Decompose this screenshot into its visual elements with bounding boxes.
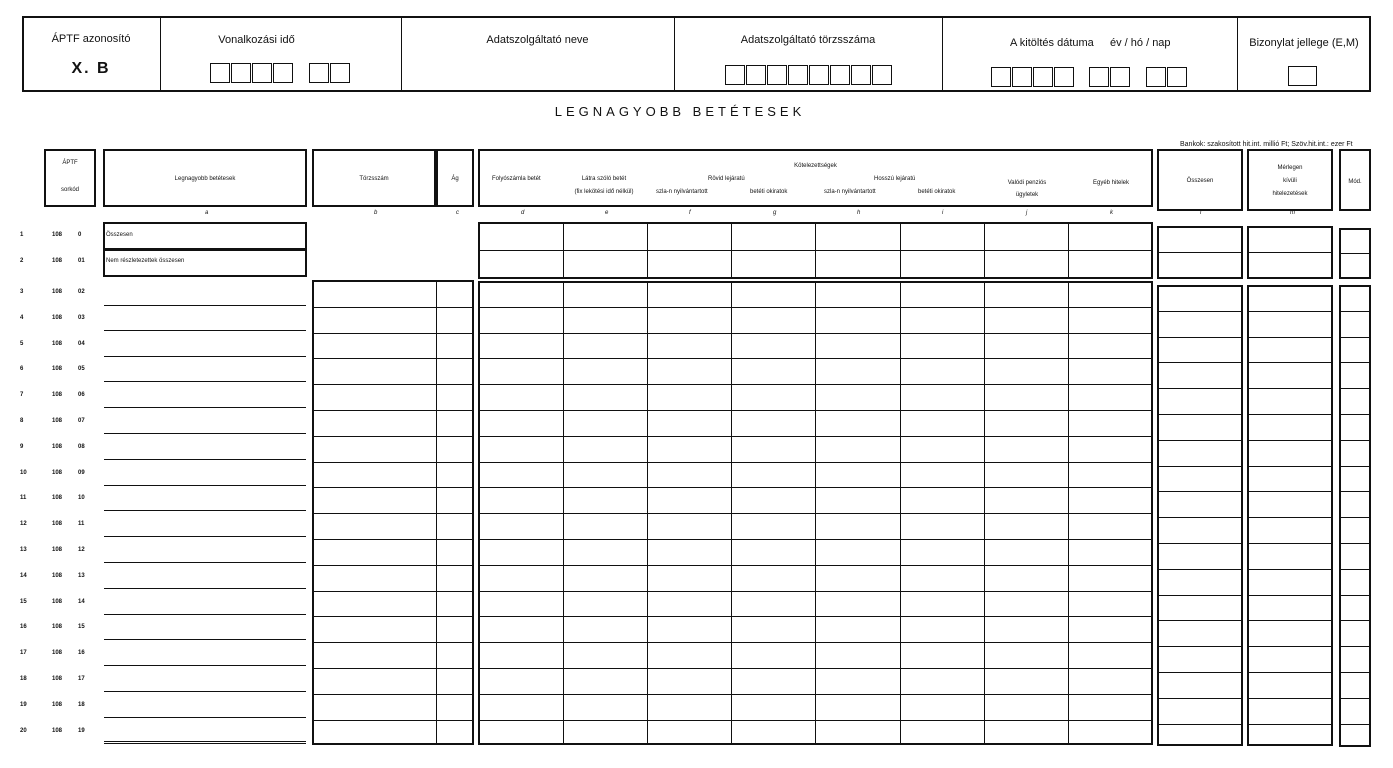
row-subcode: 12 [78, 547, 85, 553]
row-line [1339, 466, 1371, 467]
row-line [478, 384, 1153, 385]
row-underline [104, 485, 306, 486]
row-label: Nem részletezettek összesen [106, 258, 185, 264]
row-line [312, 565, 474, 566]
row-line [1157, 569, 1243, 570]
rovid-label-2: szla-n nyilvántartott [656, 189, 708, 195]
row-code: 108 [52, 418, 63, 424]
row-line [1157, 388, 1243, 389]
row-line [478, 616, 1153, 617]
row-line [312, 307, 474, 308]
row-code: 108 [52, 547, 63, 553]
legnagyobb-col-label: Legnagyobb betétesek [174, 176, 236, 182]
row-line [1157, 311, 1243, 312]
row-line [1157, 620, 1243, 621]
row-line [312, 668, 474, 669]
row-subcode: 10 [78, 495, 85, 502]
row-underline [104, 330, 306, 331]
row-line [1157, 337, 1243, 338]
row-line [478, 720, 1153, 721]
row-code: 108 [52, 650, 63, 657]
row-line [1339, 569, 1371, 570]
row-code: 108 [52, 521, 63, 528]
row-line [312, 642, 474, 643]
row-subcode: 14 [78, 598, 85, 605]
row-underline [104, 433, 306, 434]
row-line [1247, 440, 1333, 441]
row-line [478, 307, 1153, 308]
row-number: 7 [20, 392, 24, 399]
row-subcode: 04 [78, 340, 85, 347]
row-number: 12 [20, 521, 27, 528]
row-line [312, 513, 474, 514]
row-line [1247, 311, 1333, 312]
row-line [312, 333, 474, 334]
row-line [312, 358, 474, 359]
header-divider [401, 16, 402, 92]
units-note: Bankok: szakosított hit.int. millió Ft; Szöv.hit.int.: ezer Ft [1180, 141, 1353, 148]
row-line [1247, 252, 1333, 253]
egyeb-label: Egyéb hitelek [1092, 180, 1130, 186]
row-line [1157, 672, 1243, 673]
valodi-label-1: Valódi penziós [1007, 180, 1047, 186]
merleg-detail-block [1247, 285, 1333, 746]
row-line [1247, 569, 1333, 570]
row-line [1339, 672, 1371, 673]
row-line [478, 668, 1153, 669]
kitoltes-label: A kitöltés dátuma [1010, 37, 1094, 49]
row-line [1339, 440, 1371, 441]
row-subcode: 15 [78, 624, 85, 631]
ev-ho-nap-label: év / hó / nap [1110, 37, 1171, 49]
row-line [1339, 724, 1371, 725]
row-line [1247, 362, 1333, 363]
rovid-label-3: betéti okiratok [750, 189, 788, 195]
row-line [1339, 337, 1371, 338]
row-code: 108 [52, 572, 63, 579]
row-line [1247, 620, 1333, 621]
row-number: 1 [20, 232, 24, 238]
aptf-value: X. B [71, 60, 111, 77]
row-line [478, 410, 1153, 411]
mod-col-label: Mód. [1348, 179, 1362, 185]
row-line [1339, 595, 1371, 596]
row-line [1339, 543, 1371, 544]
row-code: 108 [52, 340, 63, 347]
row-line [1247, 543, 1333, 544]
vonal-date-box[interactable] [210, 63, 230, 83]
column-letter: a [205, 210, 209, 216]
column-letter: d [521, 210, 525, 216]
row-line [312, 591, 474, 592]
row-line [1247, 388, 1333, 389]
torzsszam-label: Adatszolgáltató törzsszáma [740, 34, 876, 46]
row-underline [104, 588, 306, 589]
row-line [1339, 253, 1371, 254]
row-line [478, 462, 1153, 463]
mod-detail-block [1339, 285, 1371, 747]
hosszu-label-1: Hosszú lejáratú [874, 176, 916, 182]
column-letter: m [1290, 210, 1295, 216]
torzsszam-digit-box[interactable] [851, 65, 871, 85]
row-underline [104, 743, 306, 744]
row-line [1247, 491, 1333, 492]
column-letter: l [1200, 210, 1202, 216]
row-subcode: 19 [78, 727, 85, 734]
row-underline [104, 741, 306, 742]
row-number: 16 [20, 624, 27, 631]
bizonylat-label: Bizonylat jellege (E,M) [1249, 37, 1359, 49]
row-line [312, 384, 474, 385]
ag-col-label: Ág [451, 176, 459, 182]
column-letter: j [1026, 210, 1028, 216]
row-line [1247, 414, 1333, 415]
valodi-label-2: ügyletek [1015, 192, 1039, 198]
row-subcode: 05 [78, 366, 85, 373]
aptf-col-header [44, 149, 96, 207]
row-number: 13 [20, 547, 27, 553]
row-line [478, 591, 1153, 592]
kotelezettsegek-label: Kötelezettségek [794, 163, 837, 169]
row-line [1157, 491, 1243, 492]
row-line [312, 436, 474, 437]
row-line [1339, 311, 1371, 312]
row-number: 4 [20, 314, 24, 321]
row-code: 108 [52, 598, 63, 605]
row-underline [104, 614, 306, 615]
row-code: 108 [52, 258, 63, 264]
column-letter: c [456, 210, 459, 216]
row-line [1339, 517, 1371, 518]
vonal-date-box[interactable] [273, 63, 293, 83]
row-underline [104, 305, 306, 306]
aptf-col-top: ÁPTF [62, 160, 78, 166]
row-line [1339, 698, 1371, 699]
row-code: 108 [52, 289, 63, 295]
row-line [1157, 646, 1243, 647]
torzsszam-digit-box[interactable] [767, 65, 787, 85]
kitoltes-date-box[interactable] [1033, 67, 1053, 87]
aptf-label: ÁPTF azonosító [51, 33, 131, 45]
row-line [1247, 466, 1333, 467]
row-line [478, 565, 1153, 566]
kitoltes-date-box[interactable] [1054, 67, 1074, 87]
row-code: 108 [52, 727, 63, 734]
vonal-date-box[interactable] [309, 63, 329, 83]
row-line [1339, 388, 1371, 389]
row-underline [104, 459, 306, 460]
row-line [312, 720, 474, 721]
row-code: 108 [52, 232, 63, 238]
torzsszam-digit-box[interactable] [725, 65, 745, 85]
row-number: 5 [20, 340, 24, 347]
row-code: 108 [52, 676, 63, 682]
torzsszam-digit-box[interactable] [788, 65, 808, 85]
row-underline [104, 717, 306, 718]
row-code: 108 [52, 495, 63, 502]
row-line [1157, 595, 1243, 596]
row-line [1247, 337, 1333, 338]
folyoszamla-label: Folyószámla betét [492, 176, 541, 182]
row-subcode: 02 [78, 289, 85, 295]
row-code: 108 [52, 392, 63, 399]
row-number: 18 [20, 676, 27, 682]
column-letter: f [689, 210, 691, 216]
row-line [312, 694, 474, 695]
column-letter: i [942, 210, 944, 216]
kitoltes-date-box[interactable] [1146, 67, 1166, 87]
row-underline [104, 510, 306, 511]
row-number: 10 [20, 469, 27, 476]
row-number: 19 [20, 701, 27, 708]
row-line [1157, 466, 1243, 467]
column-letter: b [374, 210, 378, 216]
row-line [312, 616, 474, 617]
row-line [1157, 724, 1243, 725]
row-line [1339, 491, 1371, 492]
column-letter: e [605, 210, 609, 216]
row-line [478, 539, 1153, 540]
row-line [312, 410, 474, 411]
row-underline [104, 536, 306, 537]
row-line [478, 250, 1153, 251]
osszesen-label-box [103, 222, 307, 250]
row-subcode: 11 [78, 521, 85, 528]
row-line [478, 333, 1153, 334]
row-code: 108 [52, 314, 63, 321]
column-letter: g [773, 210, 777, 216]
adatszolg-nev-label: Adatszolgáltató neve [486, 34, 589, 46]
row-subcode: 09 [78, 469, 85, 476]
page-title: LEGNAGYOBB BETÉTESEK [554, 104, 806, 119]
row-line [312, 487, 474, 488]
merleg-label-3: hitelezetések [1272, 191, 1308, 197]
row-number: 17 [20, 650, 27, 657]
row-line [1157, 362, 1243, 363]
row-line [478, 694, 1153, 695]
row-number: 9 [20, 443, 24, 450]
row-code: 108 [52, 443, 63, 450]
kitoltes-date-box[interactable] [1012, 67, 1032, 87]
row-line [478, 513, 1153, 514]
vonal-date-box[interactable] [330, 63, 350, 83]
header-divider [674, 16, 675, 92]
osszesen-col-label: Összesen [1186, 178, 1214, 184]
vonal-label: Vonalkozási idő [218, 34, 295, 46]
row-subcode: 07 [78, 418, 85, 424]
row-line [1157, 517, 1243, 518]
row-underline [104, 691, 306, 692]
row-subcode: 06 [78, 392, 85, 399]
row-line [1247, 595, 1333, 596]
header-divider [160, 16, 161, 92]
header-divider [1237, 16, 1238, 92]
row-subcode: 08 [78, 443, 85, 450]
row-line [1247, 672, 1333, 673]
kitoltes-date-box[interactable] [1110, 67, 1130, 87]
kitoltes-date-box[interactable] [1089, 67, 1109, 87]
row-subcode: 18 [78, 701, 85, 708]
row-line [478, 436, 1153, 437]
row-subcode: 16 [78, 650, 85, 657]
merleg-label-2: kívüli [1283, 178, 1297, 184]
osszesen-detail-block [1157, 285, 1243, 746]
row-line [1339, 620, 1371, 621]
row-line [1157, 414, 1243, 415]
torzsszam-digit-box[interactable] [830, 65, 850, 85]
torzsszam-digit-box[interactable] [809, 65, 829, 85]
row-code: 108 [52, 469, 63, 476]
row-line [312, 539, 474, 540]
row-line [1339, 414, 1371, 415]
column-letter: k [1110, 210, 1113, 216]
row-subcode: 0 [78, 232, 82, 238]
row-underline [104, 381, 306, 382]
row-line [478, 642, 1153, 643]
row-number: 3 [20, 289, 24, 295]
row-line [478, 487, 1153, 488]
row-number: 6 [20, 366, 24, 373]
latra-label-2: (fix lekötési idő nélkül) [574, 189, 634, 195]
vonal-date-box[interactable] [231, 63, 251, 83]
row-line [1247, 698, 1333, 699]
row-line [1157, 698, 1243, 699]
row-underline [104, 665, 306, 666]
latra-label-1: Látra szóló betét [581, 176, 627, 182]
row-underline [104, 407, 306, 408]
row-code: 108 [52, 366, 63, 373]
row-number: 11 [20, 495, 27, 502]
row-number: 8 [20, 418, 24, 424]
torzsszam-digit-box[interactable] [746, 65, 766, 85]
row-number: 2 [20, 258, 24, 264]
row-code: 108 [52, 701, 63, 708]
row-line [312, 462, 474, 463]
row-line [1247, 646, 1333, 647]
row-line [1339, 646, 1371, 647]
rovid-label-1: Rövid lejáratú [708, 176, 745, 182]
row-line [1157, 440, 1243, 441]
row-subcode: 13 [78, 572, 85, 579]
bizonylat-box[interactable] [1288, 66, 1317, 86]
row-underline [104, 562, 306, 563]
row-line [1157, 543, 1243, 544]
column-letter: h [857, 210, 861, 216]
row-line [1247, 724, 1333, 725]
row-subcode: 03 [78, 314, 85, 321]
row-label: Összesen [106, 232, 133, 238]
aptf-col-bottom: sorkód [60, 187, 79, 193]
row-code: 108 [52, 624, 63, 631]
row-line [1339, 362, 1371, 363]
row-subcode: 01 [78, 258, 85, 264]
merleg-label-1: Mérlegen [1277, 165, 1303, 171]
torzsszam-digit-box[interactable] [872, 65, 892, 85]
hosszu-label-3: betéti okiratok [918, 189, 956, 195]
vonal-date-box[interactable] [252, 63, 272, 83]
row-underline [104, 356, 306, 357]
row-number: 14 [20, 572, 27, 579]
row-line [1247, 517, 1333, 518]
row-underline [104, 639, 306, 640]
row-line [478, 358, 1153, 359]
torzsszam-col-label: Törzsszám [359, 176, 389, 182]
row-subcode: 17 [78, 676, 85, 682]
kitoltes-date-box[interactable] [1167, 67, 1187, 87]
row-number: 20 [20, 727, 27, 734]
header-divider [942, 16, 943, 92]
row-number: 15 [20, 598, 27, 605]
hosszu-label-2: szla-n nyilvántartott [824, 189, 876, 195]
kitoltes-date-box[interactable] [991, 67, 1011, 87]
row-line [1157, 252, 1243, 253]
